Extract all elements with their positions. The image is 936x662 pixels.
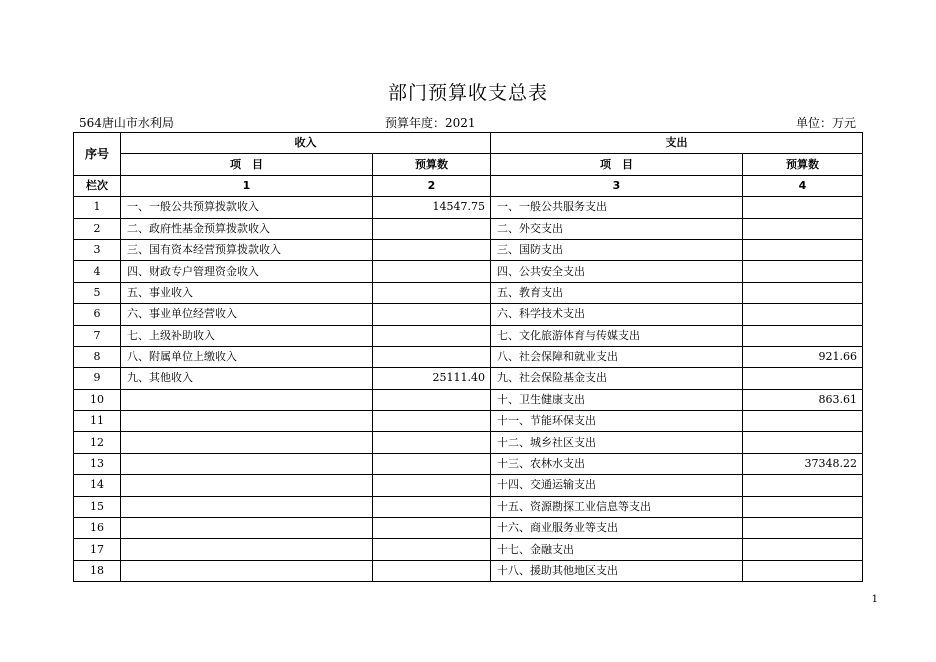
income-amount-cell [373, 261, 491, 282]
table-row [74, 304, 863, 325]
expense-item-cell: 四、公共安全支出 [491, 261, 743, 282]
income-amount-cell [373, 432, 491, 453]
income-amount-cell [373, 282, 491, 303]
income-item-cell: 六、事业单位经营收入 [121, 304, 373, 325]
table-row [74, 518, 863, 539]
row-seq: 16 [74, 518, 121, 539]
table-row [74, 368, 863, 389]
expense-amount-cell [743, 304, 863, 325]
income-item-cell: 一、一般公共预算拨款收入 [121, 197, 373, 218]
row-seq: 13 [74, 453, 121, 474]
expense-item-cell: 十一、节能环保支出 [491, 411, 743, 432]
income-amount-cell [373, 218, 491, 239]
row-seq: 6 [74, 304, 121, 325]
unit-label: 单位：万元 [795, 116, 856, 130]
header-row-groups [74, 133, 863, 154]
income-item-cell: 九、其他收入 [121, 368, 373, 389]
table-row [74, 239, 863, 260]
income-amount-cell [373, 304, 491, 325]
expense-amount-cell: 921.66 [743, 346, 863, 367]
income-item-cell [121, 453, 373, 474]
expense-amount-cell [743, 325, 863, 346]
income-amount-cell: 25111.40 [373, 368, 491, 389]
expense-amount-cell [743, 411, 863, 432]
row-seq: 17 [74, 539, 121, 560]
income-amount-cell [373, 346, 491, 367]
expense-amount-cell [743, 475, 863, 496]
row-seq: 11 [74, 411, 121, 432]
table-row [74, 325, 863, 346]
column-index-4: 4 [743, 175, 863, 196]
column-index-2: 2 [373, 175, 491, 196]
column-index-row [74, 175, 863, 196]
income-item-cell [121, 389, 373, 410]
table-row [74, 496, 863, 517]
income-amount-cell [373, 475, 491, 496]
expense-item-cell: 十七、金融支出 [491, 539, 743, 560]
budget-table [73, 132, 863, 582]
row-seq: 3 [74, 239, 121, 260]
income-item-cell: 五、事业收入 [121, 282, 373, 303]
income-header: 收入 [121, 133, 491, 154]
row-seq: 15 [74, 496, 121, 517]
expense-item-cell: 一、一般公共服务支出 [491, 197, 743, 218]
row-seq: 2 [74, 218, 121, 239]
table-row [74, 346, 863, 367]
income-amount-cell [373, 411, 491, 432]
expense-amount-cell: 863.61 [743, 389, 863, 410]
table-row [74, 432, 863, 453]
row-seq: 9 [74, 368, 121, 389]
expense-amount-cell [743, 539, 863, 560]
income-amount-cell [373, 453, 491, 474]
expense-amount-cell [743, 432, 863, 453]
row-seq: 10 [74, 389, 121, 410]
income-item-cell [121, 496, 373, 517]
expense-amount-cell [743, 368, 863, 389]
income-amount-cell: 14547.75 [373, 197, 491, 218]
income-amount-cell [373, 325, 491, 346]
expense-amount-cell [743, 261, 863, 282]
income-amount-cell [373, 539, 491, 560]
income-item-cell [121, 539, 373, 560]
expense-amount-cell [743, 239, 863, 260]
table-row [74, 539, 863, 560]
expense-amount-cell [743, 218, 863, 239]
expense-item-cell: 十六、商业服务业等支出 [491, 518, 743, 539]
expense-header: 支出 [491, 133, 863, 154]
seq-header: 序号 [74, 133, 121, 176]
table-row [74, 389, 863, 410]
income-item-cell [121, 411, 373, 432]
expense-item-cell: 十、卫生健康支出 [491, 389, 743, 410]
income-amount-header: 预算数 [373, 154, 491, 175]
income-item-header: 项 目 [121, 154, 373, 175]
income-item-cell [121, 475, 373, 496]
column-row-label: 栏次 [74, 175, 121, 196]
row-seq: 14 [74, 475, 121, 496]
row-seq: 4 [74, 261, 121, 282]
row-seq: 12 [74, 432, 121, 453]
column-index-1: 1 [121, 175, 373, 196]
income-item-cell: 三、国有资本经营预算拨款收入 [121, 239, 373, 260]
income-amount-cell [373, 496, 491, 517]
income-item-cell [121, 432, 373, 453]
row-seq: 8 [74, 346, 121, 367]
expense-item-cell: 十五、资源勘探工业信息等支出 [491, 496, 743, 517]
expense-item-cell: 七、文化旅游体育与传媒支出 [491, 325, 743, 346]
budget-year: 预算年度：2021 [385, 116, 476, 130]
expense-amount-cell: 37348.22 [743, 453, 863, 474]
expense-item-cell: 六、科学技术支出 [491, 304, 743, 325]
expense-amount-cell [743, 560, 863, 581]
income-amount-cell [373, 518, 491, 539]
income-item-cell [121, 518, 373, 539]
expense-item-cell: 八、社会保障和就业支出 [491, 346, 743, 367]
expense-amount-header: 预算数 [743, 154, 863, 175]
expense-item-cell: 二、外交支出 [491, 218, 743, 239]
expense-item-cell: 三、国防支出 [491, 239, 743, 260]
expense-item-cell: 十二、城乡社区支出 [491, 432, 743, 453]
income-item-cell: 四、财政专户管理资金收入 [121, 261, 373, 282]
income-item-cell [121, 560, 373, 581]
expense-item-cell: 九、社会保险基金支出 [491, 368, 743, 389]
page-title: 部门预算收支总表 [387, 82, 548, 104]
table-row [74, 560, 863, 581]
table-row [74, 261, 863, 282]
table-row [74, 218, 863, 239]
expense-item-header: 项 目 [491, 154, 743, 175]
expense-item-cell: 十八、援助其他地区支出 [491, 560, 743, 581]
expense-amount-cell [743, 282, 863, 303]
page-number: 1 [871, 594, 878, 605]
income-amount-cell [373, 239, 491, 260]
row-seq: 5 [74, 282, 121, 303]
income-item-cell: 七、上级补助收入 [121, 325, 373, 346]
header-row-columns [74, 154, 863, 175]
income-item-cell: 二、政府性基金预算拨款收入 [121, 218, 373, 239]
income-item-cell: 八、附属单位上缴收入 [121, 346, 373, 367]
expense-amount-cell [743, 197, 863, 218]
table-row [74, 411, 863, 432]
expense-amount-cell [743, 518, 863, 539]
column-index-3: 3 [491, 175, 743, 196]
row-seq: 1 [74, 197, 121, 218]
expense-item-cell: 五、教育支出 [491, 282, 743, 303]
table-row [74, 282, 863, 303]
table-row [74, 197, 863, 218]
row-seq: 18 [74, 560, 121, 581]
organization-name: 564唐山市水利局 [79, 116, 174, 130]
expense-item-cell: 十四、交通运输支出 [491, 475, 743, 496]
row-seq: 7 [74, 325, 121, 346]
table-row [74, 475, 863, 496]
income-amount-cell [373, 389, 491, 410]
expense-amount-cell [743, 496, 863, 517]
table-row [74, 453, 863, 474]
expense-item-cell: 十三、农林水支出 [491, 453, 743, 474]
income-amount-cell [373, 560, 491, 581]
